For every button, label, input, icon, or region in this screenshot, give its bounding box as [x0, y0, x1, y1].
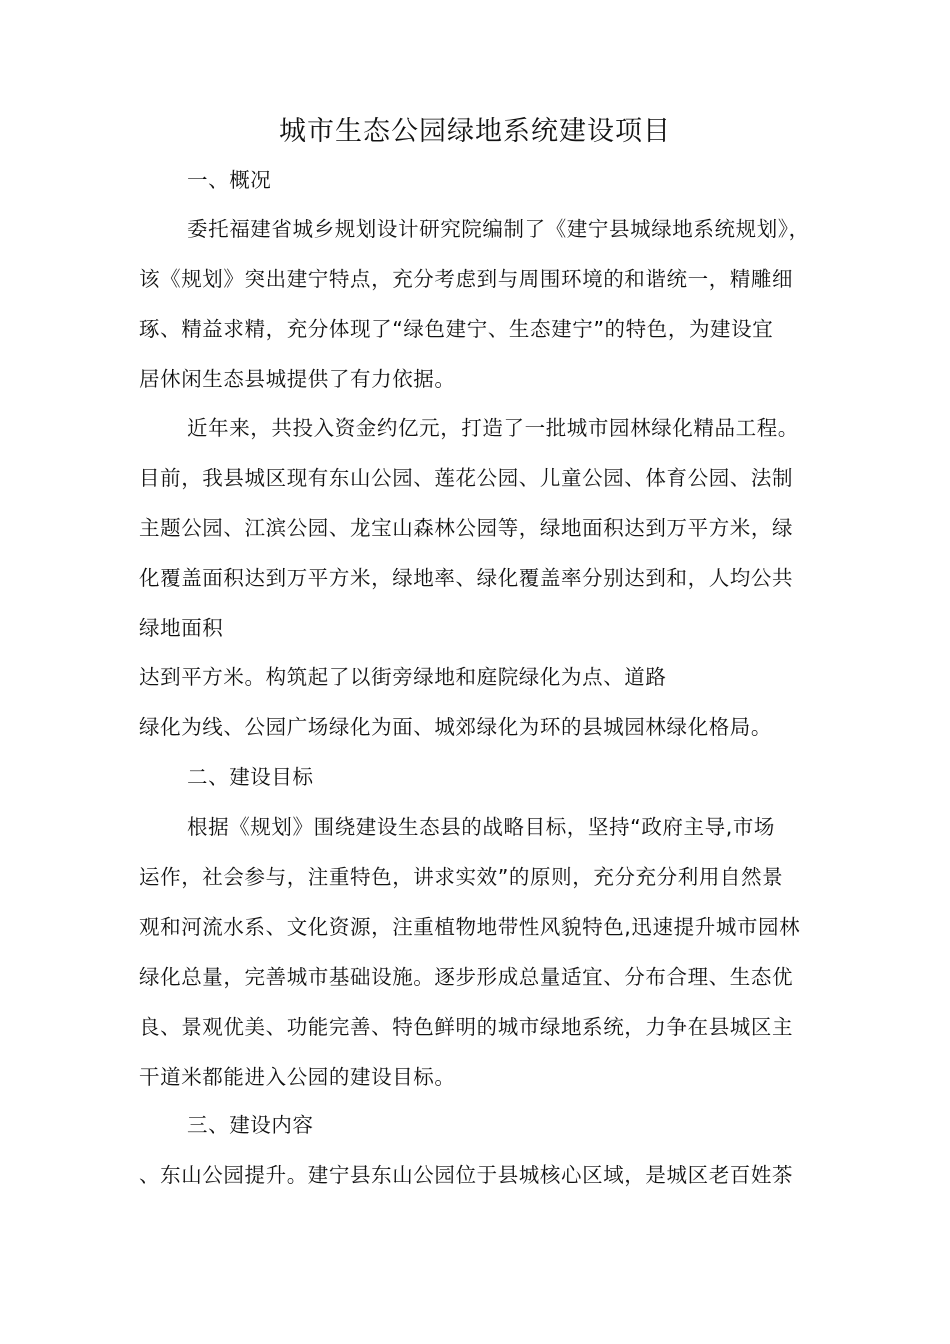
paragraph-line: 近年来，共投入资金约亿元，打造了一批城市园林绿化精品工程。 — [187, 416, 799, 440]
paragraph-line: 化覆盖面积达到万平方米，绿地率、绿化覆盖率分别达到和，人均公共 — [139, 566, 794, 590]
paragraph-line: 居休闲生态县城提供了有力依据。 — [139, 367, 456, 391]
paragraph-line: 良、景观优美、功能完善、特色鲜明的城市绿地系统，力争在县城区主 — [139, 1015, 794, 1039]
heading-overview: 一、概况 — [187, 168, 272, 192]
paragraph-line: 绿化为线、公园广场绿化为面、城郊绿化为环的县城园林绿化格局。 — [139, 715, 772, 739]
paragraph-line: 观和河流水系、文化资源，注重植物地带性风貌特色,迅速提升城市园林 — [139, 915, 801, 939]
paragraph-line: 绿化总量，完善城市基础设施。逐步形成总量适宜、分布合理、生态优 — [139, 965, 794, 989]
paragraph-line: 根据《规划》围绕建设生态县的战略目标，坚持“政府主导,市场 — [187, 815, 776, 839]
paragraph-line: 该《规划》突出建宁特点，充分考虑到与周围环境的和谐统一，精雕细 — [139, 267, 794, 291]
paragraph-line: 委托福建省城乡规划设计研究院编制了《建宁县城绿地系统规划》， — [187, 217, 810, 241]
heading-goals: 二、建设目标 — [187, 765, 314, 789]
heading-content: 三、建设内容 — [187, 1113, 314, 1137]
paragraph-line: 目前，我县城区现有东山公园、莲花公园、儿童公园、体育公园、法制 — [139, 466, 794, 490]
paragraph-line: 干道米都能进入公园的建设目标。 — [139, 1065, 456, 1089]
paragraph-line: 琢、精益求精，充分体现了“绿色建宁、生态建宁”的特色，为建设宜 — [139, 317, 774, 341]
paragraph-line: 达到平方米。构筑起了以街旁绿地和庭院绿化为点、道路 — [139, 665, 667, 689]
paragraph-line: 、东山公园提升。建宁县东山公园位于县城核心区域，是城区老百姓茶 — [139, 1163, 794, 1187]
paragraph-line: 主题公园、江滨公园、龙宝山森林公园等，绿地面积达到万平方米，绿 — [139, 516, 794, 540]
paragraph-line: 绿地面积 — [139, 616, 224, 640]
document-title: 城市生态公园绿地系统建设项目 — [279, 116, 671, 147]
paragraph-line: 运作，社会参与，注重特色，讲求实效”的原则，充分充分利用自然景 — [139, 865, 784, 889]
